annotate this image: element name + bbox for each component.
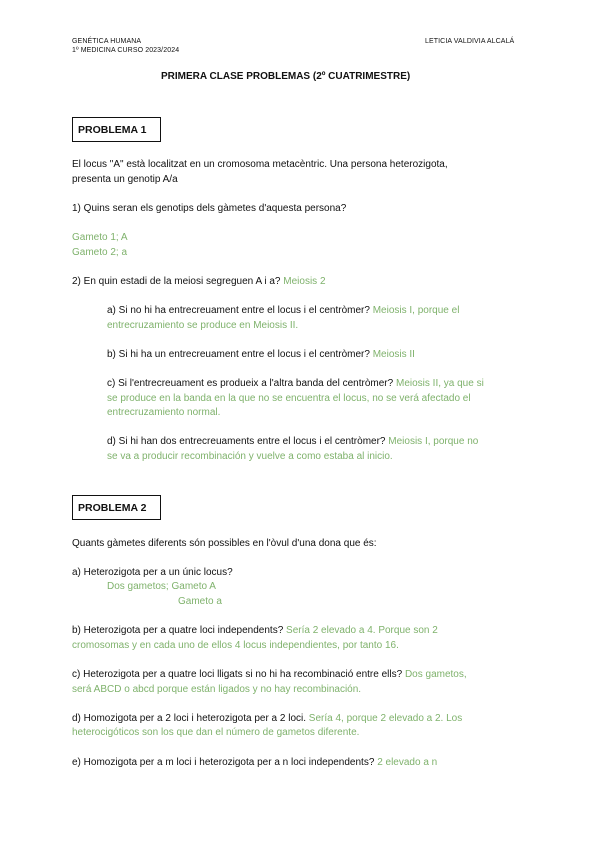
question-2 [72,274,326,289]
question-1: 1) Quins seran els genotips dels gàmetes d'aquesta persona? [72,203,347,214]
answer-2d-line-2: se va a producir recombinación y vuelve a como estaba al inicio. [107,451,393,462]
answer-2: Meiosis 2 [283,276,326,287]
problem-2-heading [72,495,161,520]
page-title: PRIMERA CLASE PROBLEMAS (2º CUATRIMESTRE) [161,71,411,82]
answer-2a-line-1: Meiosis I, porque el [372,305,460,316]
problem-1-intro-line-2: presenta un genotip A/a [72,174,178,185]
answer-1-line-2: Gameto 2; a [72,247,128,258]
problem-2-question-d [72,711,462,726]
problem-1-heading [72,117,161,142]
problem-2-answer-e: 2 elevado a n [377,757,438,768]
question-2a-text: a) Si no hi ha entrecreuament entre el locus i el centròmer? [107,305,370,316]
problem-2-question-b-text: b) Heterozigota per a quatre loci independents? [72,625,284,636]
problem-2-question-e-text: e) Homozigota per a m loci i heterozigota per a n loci independents? [72,757,375,768]
problem-2-question-d-text: d) Homozigota per a 2 loci i heterozigota per a 2 loci. [72,713,307,724]
header-course: 1º MEDICINA CURSO 2023/2024 [72,47,180,54]
problem-2-question-b [72,623,438,638]
answer-2c-line-3: entrecruzamiento normal. [107,407,221,418]
header-subject: GENÉTICA HUMANA [72,38,142,45]
problem-2-answer-d-line-2: heterocigóticos son los que dan el número de gametos diferente. [72,727,360,738]
question-2d-text: d) Si hi han dos entrecreuaments entre el locus i el centròmer? [107,436,386,447]
problem-2-intro: Quants gàmetes diferents són possibles en l'òvul d'una dona que és: [72,538,377,549]
problem-2-question-c-text: c) Heterozigota per a quatre loci lligats si no hi ha recombinació entre ells? [72,669,403,680]
question-2-text: 2) En quin estadi de la meiosi segreguen A i a? [72,276,281,287]
problem-2-answer-d-line-1: Sería 4, porque 2 elevado a 2. Los [308,713,463,724]
problem-1-intro-line-1: El locus "A" està localitzat en un cromosoma metacèntric. Una persona heterozigota, [72,159,448,170]
problem-2-answer-a-line-2: Gameto a [178,596,222,607]
answer-2c-line-1: Meiosis II, ya que si [395,378,484,389]
answer-2c-line-2: se produce en la banda en la que no se encuentra el locus, no se verá afectado el [107,393,471,404]
problem-2-answer-b-line-2: cromosomas y en cada uno de ellos 4 locus independientes, por tanto 16. [72,640,399,651]
header-author: LETICIA VALDIVIA ALCALÁ [425,38,515,45]
problem-2-question-c [72,667,467,682]
question-2b-text: b) Si hi ha un entrecreuament entre el locus i el centròmer? [107,349,370,360]
problem-2-question-e [72,755,437,770]
problem-1-heading-text: PROBLEMA 1 [78,123,147,136]
question-2b [107,347,415,362]
question-2c-text: c) Si l'entrecreuament es produeix a l'altra banda del centròmer? [107,378,394,389]
question-2d [107,434,478,449]
answer-2a-line-2: entrecruzamiento se produce en Meiosis II. [107,320,299,331]
problem-2-question-a: a) Heterozigota per a un únic locus? [72,567,233,578]
problem-2-heading-text: PROBLEMA 2 [78,501,147,514]
question-2a [107,303,459,318]
answer-2d-line-1: Meiosis I, porque no [388,436,479,447]
problem-2-answer-b-line-1: Sería 2 elevado a 4. Porque son 2 [286,625,438,636]
problem-2-answer-a-line-1: Dos gametos; Gameto A [107,581,216,592]
answer-1-line-1: Gameto 1; A [72,232,128,243]
problem-2-answer-c-line-1: Dos gametos, [404,669,467,680]
problem-2-answer-c-line-2: será ABCD o abcd porque están ligados y no hay recombinación. [72,684,362,695]
answer-2b: Meiosis II [372,349,415,360]
question-2c [107,376,484,391]
